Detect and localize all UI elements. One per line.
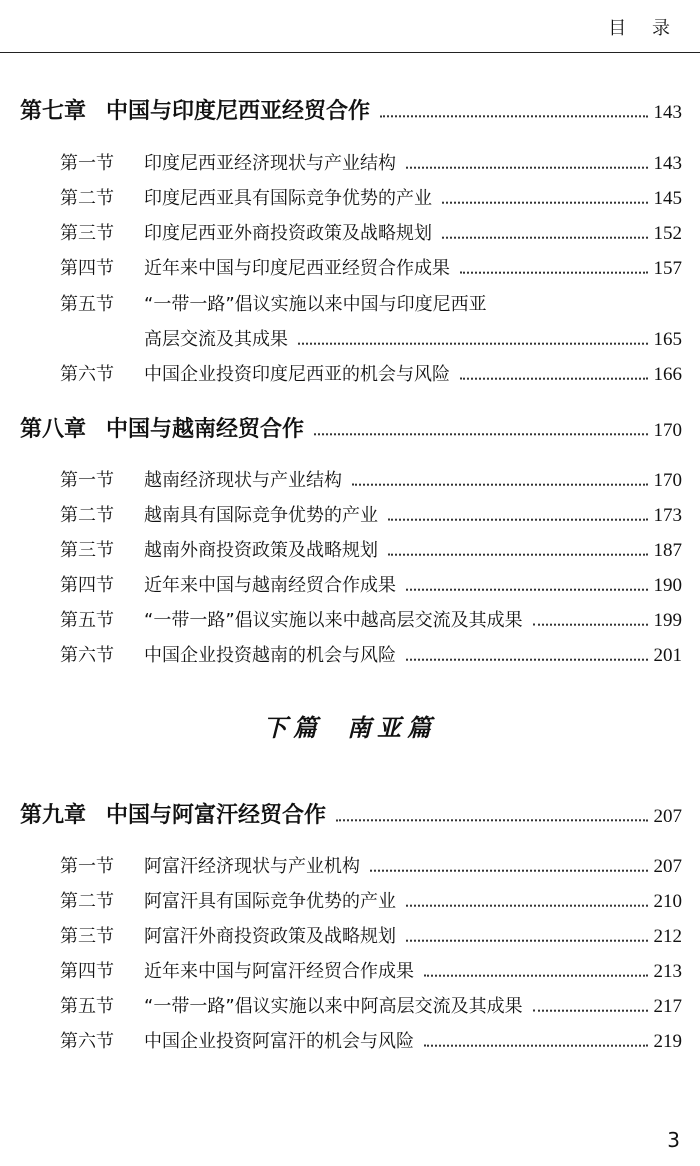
chapter-title: 中国与越南经贸合作 — [106, 416, 305, 442]
section-page: 143 — [653, 153, 682, 174]
chapter-page: 170 — [653, 420, 682, 441]
toc-section[interactable] — [60, 957, 682, 983]
section-label: 第三节 — [60, 540, 114, 561]
header-rule — [0, 52, 700, 53]
section-page: 166 — [653, 364, 682, 385]
dot-leader — [460, 362, 648, 380]
section-title: 越南具有国际竞争优势的产业 — [144, 505, 378, 526]
section-page: 190 — [653, 575, 682, 596]
toc-section[interactable] — [60, 149, 682, 175]
chapter-title: 中国与阿富汗经贸合作 — [106, 802, 327, 828]
toc-chapter-8[interactable] — [20, 412, 682, 443]
toc-section[interactable] — [60, 466, 682, 492]
section-page: 187 — [653, 540, 682, 561]
section-page: 199 — [653, 610, 682, 631]
dot-leader — [388, 538, 648, 556]
section-label: 第四节 — [60, 258, 114, 279]
toc-section[interactable] — [60, 290, 487, 316]
part-heading — [0, 708, 700, 743]
toc-section[interactable] — [60, 852, 682, 878]
section-label: 第二节 — [60, 505, 114, 526]
toc-chapter-9[interactable] — [20, 798, 682, 829]
dot-leader — [380, 96, 647, 118]
section-label: 第六节 — [60, 645, 114, 666]
section-title: 印度尼西亚具有国际竞争优势的产业 — [144, 188, 432, 209]
page-number: 3 — [667, 1128, 680, 1152]
dot-leader — [406, 924, 648, 942]
section-title: 阿富汗外商投资政策及战略规划 — [144, 926, 396, 947]
toc-section[interactable] — [60, 606, 682, 632]
dot-leader — [460, 256, 648, 274]
section-page: 201 — [653, 645, 682, 666]
chapter-number: 第九章 — [20, 802, 87, 828]
chapter-page: 143 — [653, 102, 682, 123]
chapter-number: 第七章 — [20, 98, 87, 124]
section-page: 217 — [653, 996, 682, 1017]
section-title: “一带一路”倡议实施以来中越高层交流及其成果 — [144, 610, 523, 631]
dot-leader — [314, 414, 647, 436]
section-page: 157 — [653, 258, 682, 279]
dot-leader — [442, 186, 648, 204]
section-page: 145 — [653, 188, 682, 209]
section-label: 第三节 — [60, 223, 114, 244]
section-page: 173 — [653, 505, 682, 526]
dot-leader — [424, 959, 648, 977]
dot-leader — [298, 327, 648, 345]
toc-section[interactable] — [60, 887, 682, 913]
section-label: 第五节 — [60, 294, 114, 315]
section-label: 第四节 — [60, 575, 114, 596]
section-label: 第一节 — [60, 153, 114, 174]
section-title: “一带一路”倡议实施以来中国与印度尼西亚 — [144, 294, 487, 315]
part-label: 下篇 — [263, 713, 323, 742]
chapter-number: 第八章 — [20, 416, 87, 442]
part-title: 南亚篇 — [347, 713, 437, 742]
section-title: 越南外商投资政策及战略规划 — [144, 540, 378, 561]
toc-section[interactable] — [60, 536, 682, 562]
dot-leader — [424, 1029, 648, 1047]
section-label: 第五节 — [60, 996, 114, 1017]
toc-section[interactable] — [60, 571, 682, 597]
section-page: 210 — [653, 891, 682, 912]
dot-leader — [406, 151, 648, 169]
section-page: 207 — [653, 856, 682, 877]
dot-leader — [406, 573, 648, 591]
section-title: 中国企业投资越南的机会与风险 — [144, 645, 396, 666]
section-title: 中国企业投资阿富汗的机会与风险 — [144, 1031, 414, 1052]
toc-section[interactable] — [60, 501, 682, 527]
dot-leader — [370, 854, 648, 872]
section-title-continued: 高层交流及其成果 — [144, 329, 288, 350]
chapter-title: 中国与印度尼西亚经贸合作 — [106, 98, 371, 124]
section-title: 近年来中国与印度尼西亚经贸合作成果 — [144, 258, 450, 279]
dot-leader — [442, 221, 648, 239]
section-label: 第五节 — [60, 610, 114, 631]
toc-section[interactable] — [60, 254, 682, 280]
section-label: 第一节 — [60, 470, 114, 491]
dot-leader — [388, 503, 648, 521]
section-page: 219 — [653, 1031, 682, 1052]
toc-section[interactable] — [60, 992, 682, 1018]
section-title: 越南经济现状与产业结构 — [144, 470, 342, 491]
section-title: 印度尼西亚经济现状与产业结构 — [144, 153, 396, 174]
section-title: 近年来中国与越南经贸合作成果 — [144, 575, 396, 596]
section-title: “一带一路”倡议实施以来中阿高层交流及其成果 — [144, 996, 523, 1017]
toc-chapter-7[interactable] — [20, 94, 682, 125]
section-label: 第三节 — [60, 926, 114, 947]
section-label: 第一节 — [60, 856, 114, 877]
dot-leader — [533, 994, 648, 1012]
section-title: 阿富汗具有国际竞争优势的产业 — [144, 891, 396, 912]
toc-section[interactable] — [60, 922, 682, 948]
dot-leader — [406, 889, 648, 907]
section-title: 中国企业投资印度尼西亚的机会与风险 — [144, 364, 450, 385]
section-page: 212 — [653, 926, 682, 947]
dot-leader — [336, 800, 647, 822]
dot-leader — [406, 643, 648, 661]
section-title: 印度尼西亚外商投资政策及战略规划 — [144, 223, 432, 244]
section-page: 213 — [653, 961, 682, 982]
toc-section-continuation[interactable] — [144, 325, 682, 351]
section-title: 近年来中国与阿富汗经贸合作成果 — [144, 961, 414, 982]
section-page: 170 — [653, 470, 682, 491]
dot-leader — [352, 468, 648, 486]
toc-section[interactable] — [60, 219, 682, 245]
chapter-page: 207 — [653, 806, 682, 827]
toc-section[interactable] — [60, 184, 682, 210]
section-label: 第四节 — [60, 961, 114, 982]
section-label: 第六节 — [60, 364, 114, 385]
running-header: 目 录 — [608, 18, 680, 39]
section-label: 第二节 — [60, 891, 114, 912]
dot-leader — [533, 608, 648, 626]
toc-section[interactable] — [60, 1027, 682, 1053]
toc-section[interactable] — [60, 360, 682, 386]
section-page: 165 — [653, 329, 682, 350]
section-label: 第二节 — [60, 188, 114, 209]
toc-section[interactable] — [60, 641, 682, 667]
section-title: 阿富汗经济现状与产业机构 — [144, 856, 360, 877]
section-label: 第六节 — [60, 1031, 114, 1052]
section-page: 152 — [653, 223, 682, 244]
